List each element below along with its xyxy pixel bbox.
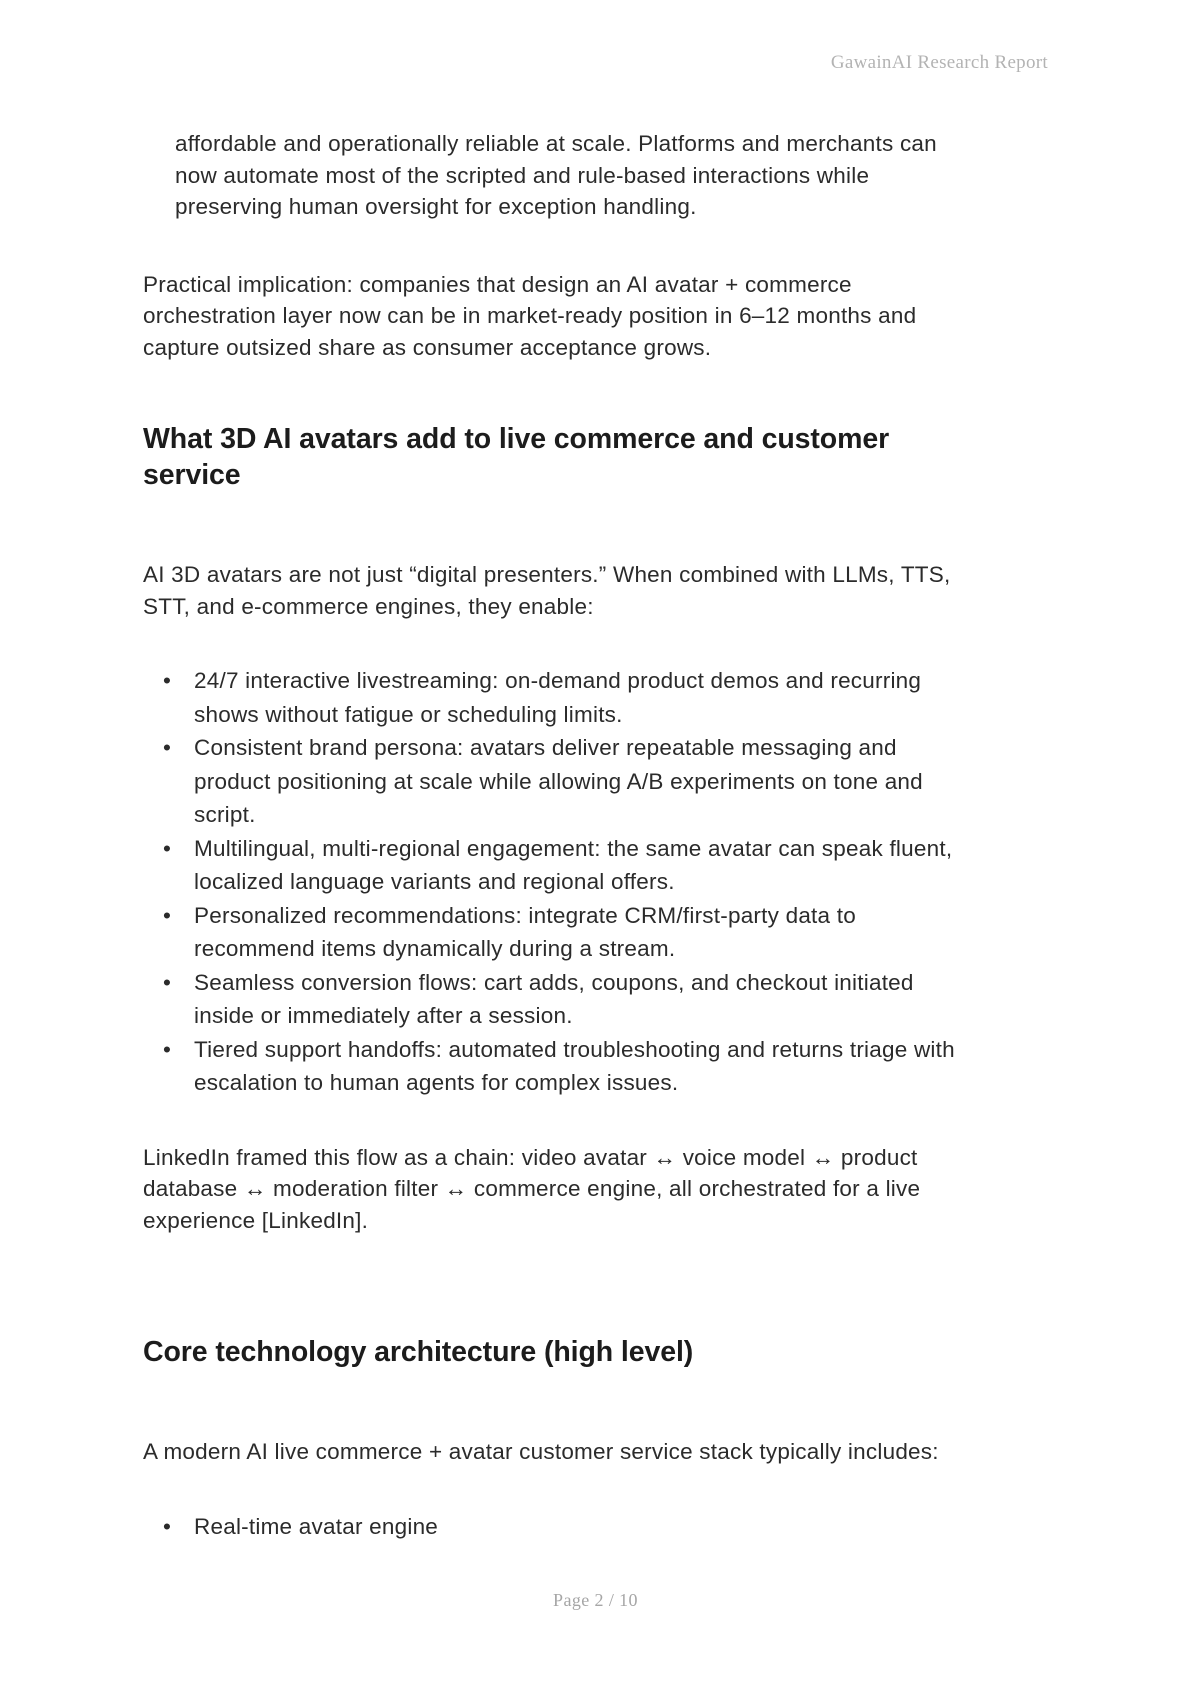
- list-item-label: Multilingual, multi-regional engagement: the same avatar can speak fluent, localized language variants and regional offers.: [194, 835, 953, 894]
- list-item: [163, 832, 975, 899]
- bullet-dot-icon: •: [163, 835, 172, 861]
- spacer: [143, 493, 975, 559]
- paragraph-avatars-intro: AI 3D avatars are not just “digital presenters.” When combined with LLMs, TTS, STT, and e-commerce engines, they enable:: [143, 562, 951, 619]
- paragraph-architecture-intro: A modern AI live commerce + avatar customer service stack typically includes:: [143, 1439, 939, 1464]
- spacer: [143, 1468, 975, 1510]
- heading-core-technology-architecture: Core technology architecture (high level): [143, 1336, 694, 1368]
- list-item-label: Consistent brand persona: avatars deliver repeatable messaging and product positioning at scale while allowing A/B experiments on tone and script.: [194, 735, 923, 827]
- running-header-title: GawainAI Research Report: [830, 52, 1048, 73]
- spacer: [143, 1292, 975, 1334]
- bullet-dot-icon: •: [163, 1036, 172, 1062]
- bullet-list-avatar-capabilities: [143, 664, 975, 1100]
- list-item: [163, 731, 975, 832]
- list-item: [163, 966, 975, 1033]
- list-item-label: Seamless conversion flows: cart adds, coupons, and checkout initiated inside or immediately after a session.: [194, 969, 914, 1028]
- bullet-dot-icon: •: [163, 668, 172, 693]
- spacer: [143, 1236, 975, 1292]
- list-item-label: Tiered support handoffs: automated troubleshooting and returns triage with escalation to human agents for complex issues.: [194, 1036, 955, 1095]
- list-item: [163, 664, 975, 731]
- spacer: [143, 622, 975, 664]
- bullet-list-architecture-components: [143, 1510, 975, 1544]
- spacer: [143, 1370, 975, 1436]
- list-item: [163, 899, 975, 966]
- paragraph-linkedin-chain: LinkedIn framed this flow as a chain: video avatar ↔ voice model ↔ product database ↔ moderation filter ↔ commerce engine, all orchestrated for a live experience [LinkedIn].: [143, 1144, 921, 1233]
- bullet-dot-icon: •: [163, 735, 172, 760]
- page-content: [143, 128, 975, 1543]
- paragraph-practical-implication: Practical implication: companies that design an AI avatar + commerce orchestration layer now can be in market-ready position in 6–12 months and capture outsized share as consumer acceptance grows.: [143, 271, 917, 360]
- list-item: [163, 1510, 975, 1544]
- bullet-dot-icon: •: [163, 902, 172, 928]
- paragraph-continuation: affordable and operationally reliable at scale. Platforms and merchants can now automate most of the scripted and rule-based interactions while preserving human oversight for exception handling.: [175, 131, 937, 219]
- bullet-dot-icon: •: [163, 969, 172, 995]
- heading-3d-ai-avatars: What 3D AI avatars add to live commerce and customer service: [143, 423, 890, 491]
- page-number-footer: Page 2 / 10: [553, 1590, 638, 1610]
- list-item-label: Real-time avatar engine: [194, 1513, 439, 1539]
- bullet-dot-icon: •: [163, 1513, 172, 1539]
- list-item-label: 24/7 interactive livestreaming: on-demand product demos and recurring shows without fatigue or scheduling limits.: [194, 668, 922, 727]
- spacer: [143, 1100, 975, 1142]
- list-item: [163, 1033, 975, 1100]
- list-item-label: Personalized recommendations: integrate CRM/first-party data to recommend items dynamically during a stream.: [194, 902, 856, 961]
